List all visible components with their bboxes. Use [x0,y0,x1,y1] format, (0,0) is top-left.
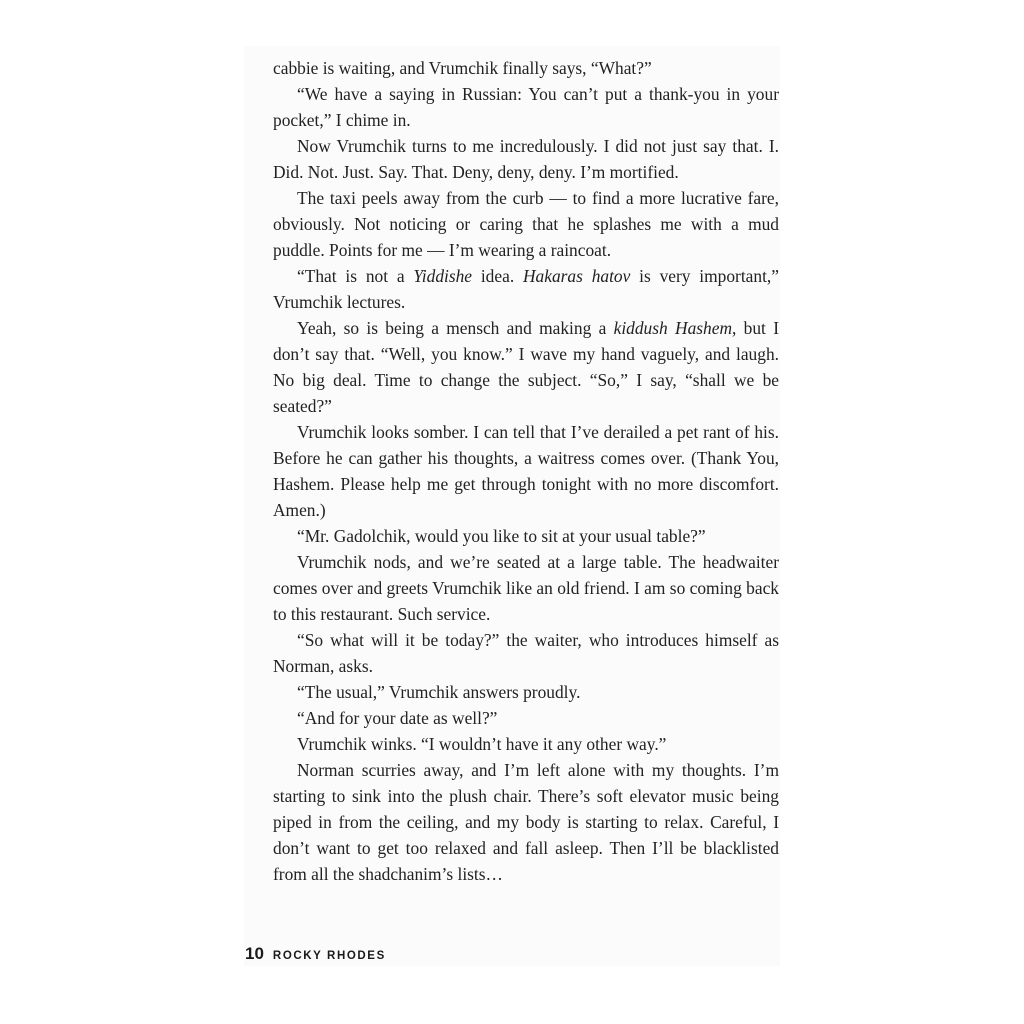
paragraph [273,55,779,81]
text-run: Vrumchik looks somber. I can tell that I’ve derailed a pet rant of his. Before he can gather his thoughts, a waitress comes over. (Thank You, Hashem. Please help me get through tonight with no more discomfort. Amen.) [273,422,779,520]
body-text [273,55,779,887]
paragraph [273,523,779,549]
italic-run: kiddush Hashem [613,318,733,338]
page-footer [245,944,386,964]
paragraph [273,419,779,523]
page-number: 10 [245,944,264,963]
text-run: “We have a saying in Russian: You can’t put a thank-you in your pocket,” I chime in. [273,84,779,130]
running-head: ROCKY RHODES [272,950,386,962]
paragraph [273,679,779,705]
text-run: Now Vrumchik turns to me incredulously. I did not just say that. I. Did. Not. Just. Say. That. Deny, deny, deny. I’m mortified. [273,136,779,182]
paragraph [273,731,779,757]
paragraph [273,185,779,263]
paragraph [273,549,779,627]
text-run: idea. [472,266,523,286]
italic-run: Hakaras hatov [522,266,631,286]
text-run: “The usual,” Vrumchik answers proudly. [297,682,581,702]
text-run: Yeah, so is being a mensch and making a [297,318,614,338]
paragraph [273,627,779,679]
text-run: “Mr. Gadolchik, would you like to sit at your usual table?” [297,526,706,546]
paragraph [273,757,779,887]
paragraph [273,81,779,133]
text-run: Norman scurries away, and I’m left alone with my thoughts. I’m starting to sink into the plush chair. There’s soft elevator music being piped in from the ceiling, and my body is starting to relax. Careful, I don’t want to get too relaxed and fall asleep. Then I’ll be blacklisted from all the shadchanim’s lists… [273,760,779,884]
text-run: , but I don’t say that. “Well, you know.” I wave my hand vaguely, and laugh. No big deal. Time to change the subject. “So,” I say, “shall we be seated?” [273,318,779,416]
text-run: is very important,” Vrumchik lectures. [273,266,779,312]
text-run: Vrumchik winks. “I wouldn’t have it any other way.” [297,734,667,754]
paragraph [273,315,779,419]
text-run: “So what will it be today?” the waiter, who introduces himself as Norman, asks. [273,630,779,676]
text-run: “That is not a [297,266,414,286]
text-run: Vrumchik nods, and we’re seated at a large table. The headwaiter comes over and greets Vrumchik like an old friend. I am so coming back to this restaurant. Such service. [273,552,779,624]
text-run: cabbie is waiting, and Vrumchik finally says, “What?” [273,58,652,78]
paragraph [273,133,779,185]
text-run: The taxi peels away from the curb — to find a more lucrative fare, obviously. Not noticing or caring that he splashes me with a mud puddle. Points for me — I’m wearing a raincoat. [273,188,779,260]
text-run: “And for your date as well?” [297,708,498,728]
italic-run: Yiddishe [413,266,473,286]
paragraph [273,705,779,731]
paragraph [273,263,779,315]
